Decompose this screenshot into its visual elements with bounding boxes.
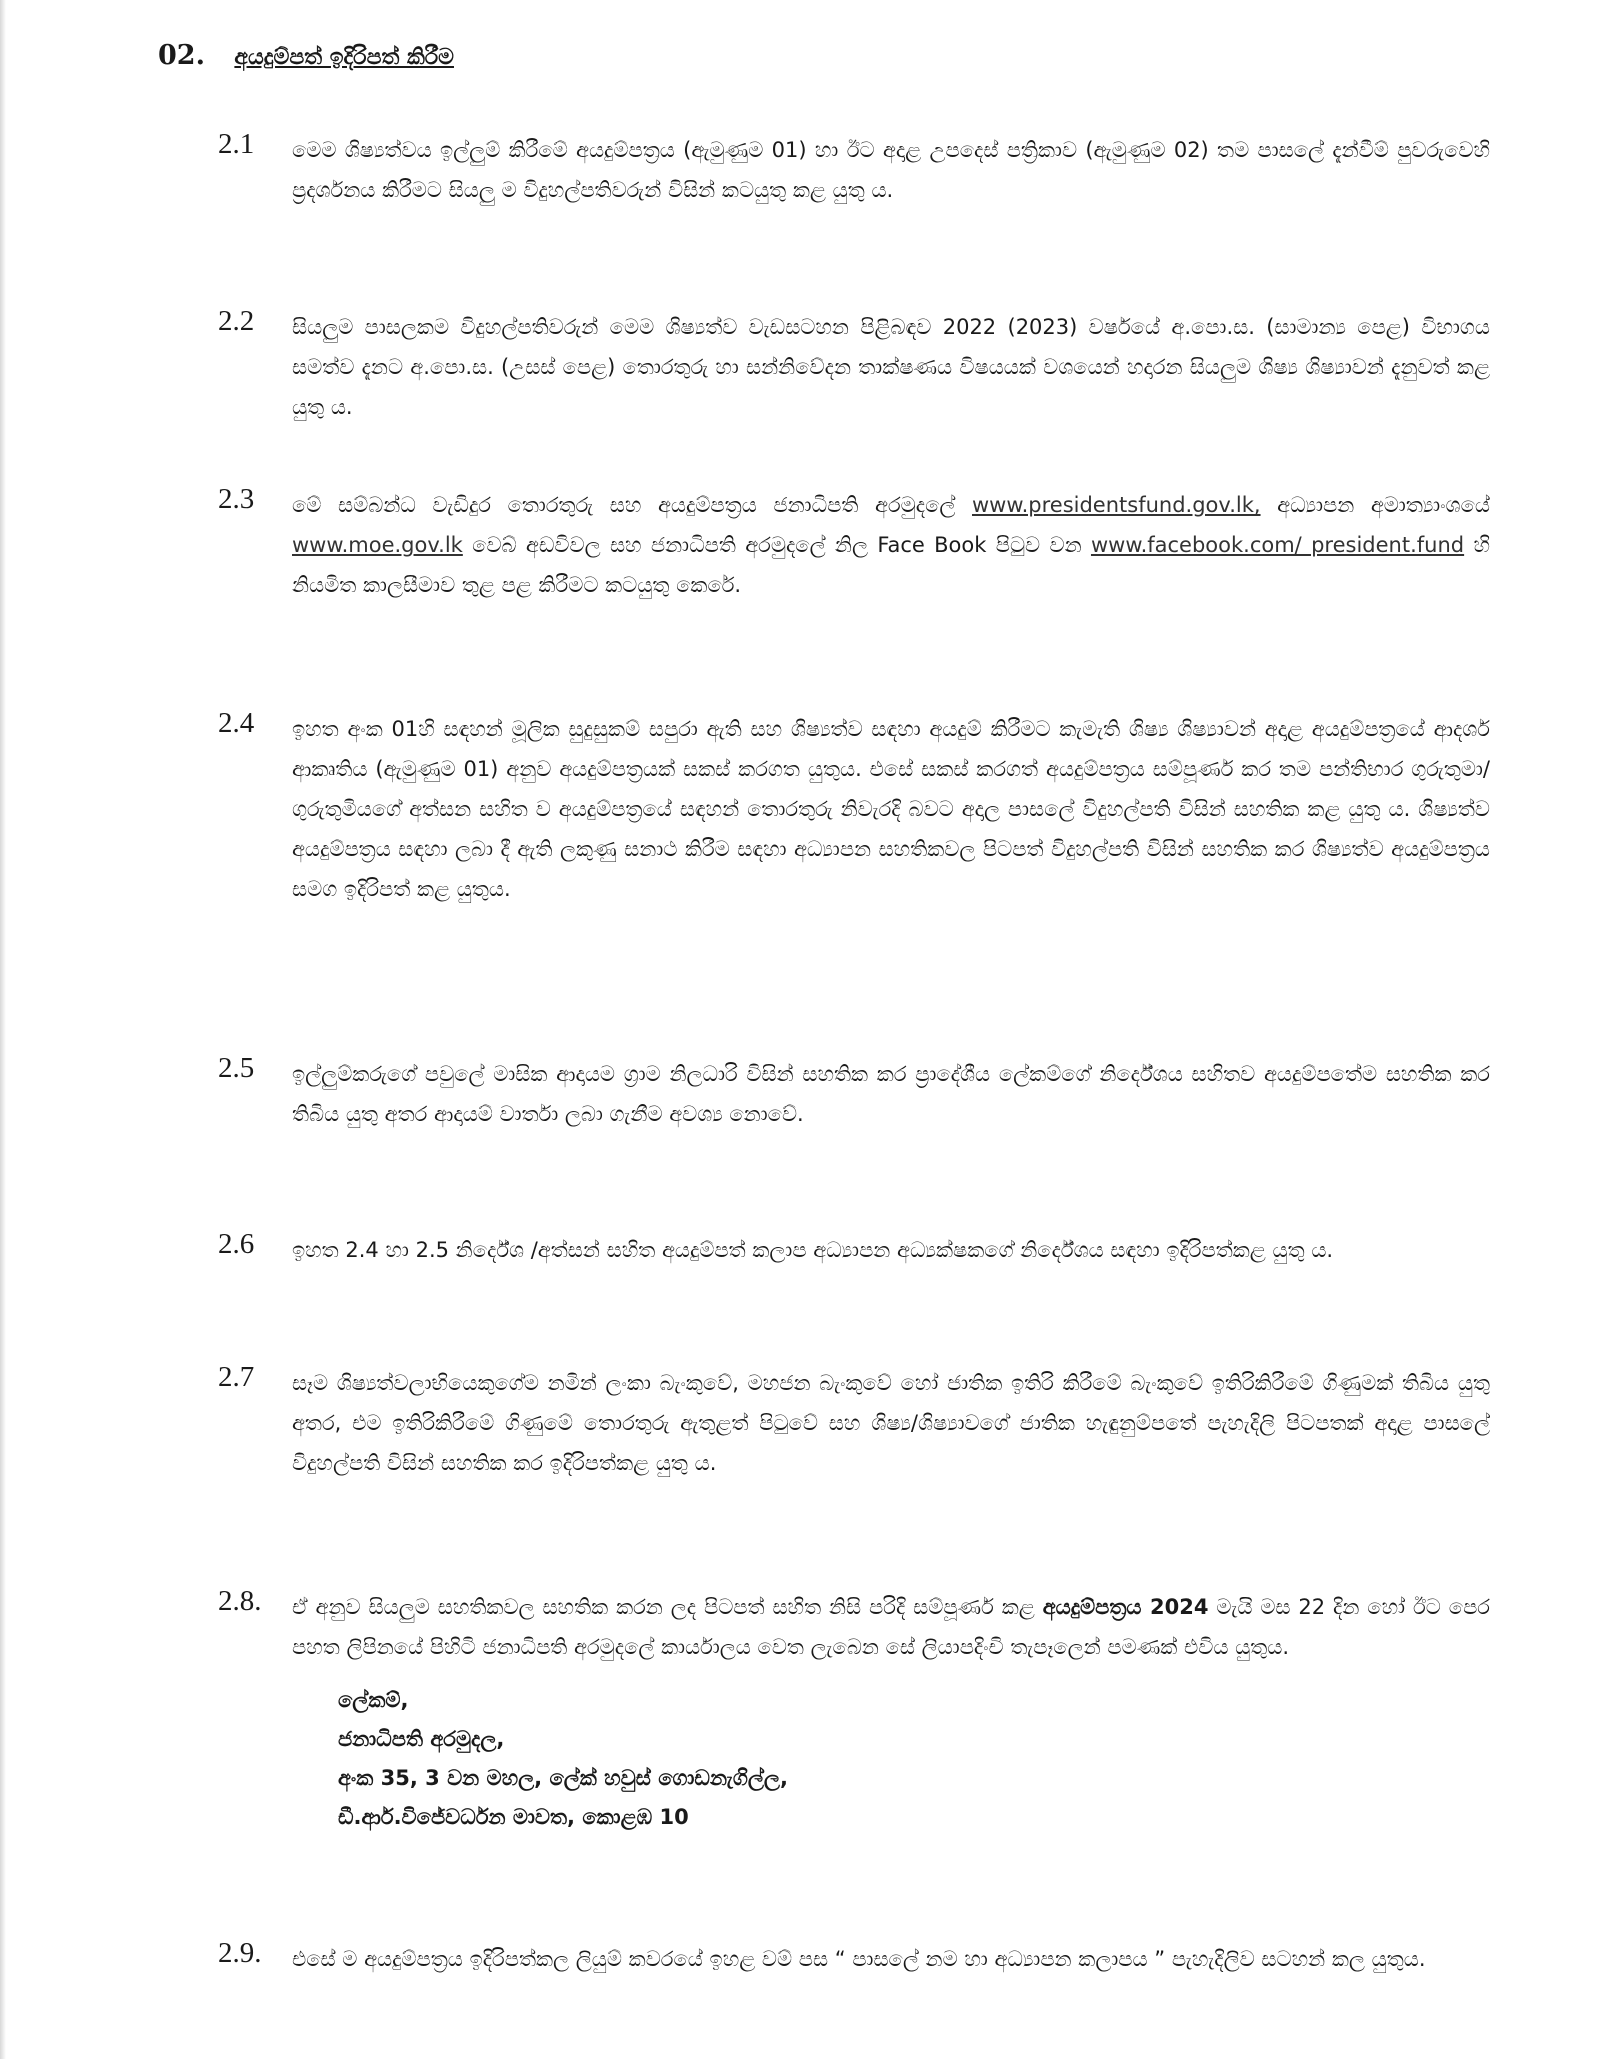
address-line: ජනාධිපති අරමුදල, (338, 1727, 505, 1751)
address-line: අංක 35, 3 වන මහල, ලේක් හවුස් ගොඩනැගිල්ල, (338, 1766, 788, 1790)
section-title: අයදුම්පත් ඉදිරිපත් කිරීම (234, 45, 454, 70)
clause-text: එසේ ම අයදුම්පත්‍රය ඉදිරිපත්කල ලියුම් කවරයේ ඉහළ වම් පස “ පාසලේ නම හා අධ්‍යාපන කලාපය ” පැහැදිලිව සටහන් කල යුතුය. (292, 1947, 1426, 1971)
clause-text: මෙම ශිෂ්‍යත්වය ඉල්ලුම් කිරීමේ අයදුම්පත්‍රය (ඇමුණුම 01) හා ඊට අදාළ උපදෙස් පත්‍රිකාව (ඇමුණුම 02) තම පාසලේ දැන්වීම් පුවරුවෙහි ප්‍රදර්ශනය කිරීමට සියලු ම විදුහල්පතිවරුන් විසින් කටයුතු කළ යුතු ය. (292, 138, 1490, 202)
clause-number: 2.4 (218, 707, 255, 739)
clause-number: 2.7 (218, 1361, 255, 1393)
clause-number: 2.6 (218, 1228, 255, 1260)
clause-text: සෑම ශිෂ්‍යත්වලාභියෙකුගේම නමින් ලංකා බැංකුවේ, මහජන බැංකුවේ හෝ ජාතික ඉතිරි කිරීමේ බැංකුවේ ඉතිරිකිරීමේ ගිණුමක් තිබිය යුතු අතර, එම ඉතිරිකිරීමේ ගිණුමේ තොරතුරු ඇතුළත් පිටුවේ සහ ශිෂ්‍ය/ශිෂ්‍යාවගේ ජාතික හැඳුනුම්පතේ පැහැදිලි පිටපතක් අදාළ පාසලේ විදුහල්පති විසින් සහතික කර ඉදිරිපත්කළ යුතු ය. (292, 1371, 1490, 1475)
clause-text (292, 1587, 1490, 1667)
clause-number: 2.9. (218, 1937, 262, 1969)
clause-text-part: මේ සම්බන්ධ වැඩිදුර තොරතුරු සහ අයදුම්පත්‍රය ජනාධිපති අරමුදලේ (292, 493, 956, 517)
section-number: 02. (158, 40, 205, 71)
clause-text-part: හි නියමිත කාලසීමාව තුළ පළ කිරීමට කටයුතු කෙරේ. (292, 533, 1490, 597)
clause-text-part: වෙබ් අඩවිවල සහ ජනාධිපති අරමුදලේ නිල Face Book පිටුව වන (472, 533, 1082, 557)
clause-number: 2.5 (218, 1052, 255, 1084)
clause-number: 2.3 (218, 483, 255, 515)
clause-text: සියලුම පාසලකම විදුහල්පතිවරුන් මෙම ශිෂ්‍යත්ව වැඩසටහන පිළිබඳව 2022 (2023) වර්ෂයේ අ.පො.ස. (සාමාන්‍ය පෙළ) විභාගය සමත්ව දැනට අ.පො.ස. (උසස් පෙළ) තොරතුරු හා සන්නිවේදන තාක්ෂණය විෂයයක් වශයෙන් හදාරන සියලුම ශිෂ්‍ය ශිෂ්‍යාවන් දැනුවත් කළ යුතු ය. (292, 315, 1490, 419)
clause-text: ඉහත 2.4 හා 2.5 නිර්දේශ /අත්සන් සහිත අයදුම්පත් කලාප අධ්‍යාපන අධ්‍යක්ෂකගේ නිර්දේශය සඳහා ඉදිරිපත්කළ යුතු ය. (292, 1238, 1334, 1262)
facebook-link[interactable]: www.facebook.com/ president.fund (1090, 533, 1465, 557)
clause-number: 2.2 (218, 305, 255, 337)
address-block (338, 1681, 788, 1837)
clause-number: 2.1 (218, 128, 255, 160)
clause-text: ඉල්ලුම්කරුගේ පවුලේ මාසික ආදායම ග්‍රාම නිලධාරි විසින් සහතික කර ප්‍රාදේශීය ලේකම්ගේ නිර්දේශය සහිතව අයදුම්පතේම සහතික කර තිබිය යුතු අතර ආදායම් වාර්තා ලබා ගැනීම අවශ්‍ය නොවේ. (292, 1062, 1490, 1126)
clause-text-part: අධ්‍යාපන අමාත්‍යාංශයේ (1277, 493, 1490, 517)
clause-text-part: ඒ අනුව සියලුම සහතිකවල සහතික කරන ලද පිටපත් සහිත නිසි පරිදි සම්පූර්ණ කළ (292, 1595, 1035, 1619)
address-line: ලේකම්, (338, 1688, 409, 1712)
clause-text-bold: අයදුම්පත්‍රය 2024 (1042, 1595, 1209, 1619)
address-line: ඩී.ආර්.විජේවර්ධන මාවත, කොළඹ 10 (338, 1805, 689, 1829)
presidents-fund-link[interactable]: www.presidentsfund.gov.lk, (972, 493, 1261, 517)
clause-text (292, 485, 1490, 605)
scan-edge (0, 0, 6, 2059)
section-heading (158, 40, 454, 71)
moe-link[interactable]: www.moe.gov.lk (292, 533, 463, 557)
clause-number: 2.8. (218, 1585, 262, 1617)
clause-text-part: මැයි මස 22 දින හෝ ඊට පෙර පහත ලිපිනයේ පිහිටි ජනාධිපති අරමුදලේ කාර්යාලය වෙත ලැබෙන සේ ලියාපදිංචි තැපෑලෙන් පමණක් එවිය යුතුය. (292, 1595, 1490, 1659)
clause-text: ඉහත අංක 01හි සඳහන් මූලික සුදුසුකම් සපුරා ඇති සහ ශිෂ්‍යත්ව සඳහා අයදුම් කිරීමට කැමැති ශිෂ්‍ය ශිෂ්‍යාවන් අදාළ අයදුම්පත්‍රයේ ආදර්ශ ආකෘතිය (ඇමුණුම 01) අනුව අයදුම්පත්‍රයක් සකස් කරගත යුතුය. එසේ සකස් කරගත් අයදුම්පත්‍රය සම්පූර්ණ කර තම පන්තිභාර ගුරුතුමා/ගුරුතුමියගේ අත්සන සහිත ව අයදුම්පත්‍රයේ සඳහන් තොරතුරු නිවැරදි බවට අදාල පාසලේ විදුහල්පති විසින් සහතික කළ යුතු ය. ශිෂ්‍යත්ව අයදුම්පත්‍රය සඳහා ලබා දී ඇති ලකුණු සනාථ කිරීම සඳහා අධ්‍යාපන සහතිකවල පිටපත් විදුහල්පති විසින් සහතික කර ශිෂ්‍යත්ව අයදුම්පත්‍රය සමග ඉදිරිපත් කළ යුතුය. (292, 717, 1490, 901)
